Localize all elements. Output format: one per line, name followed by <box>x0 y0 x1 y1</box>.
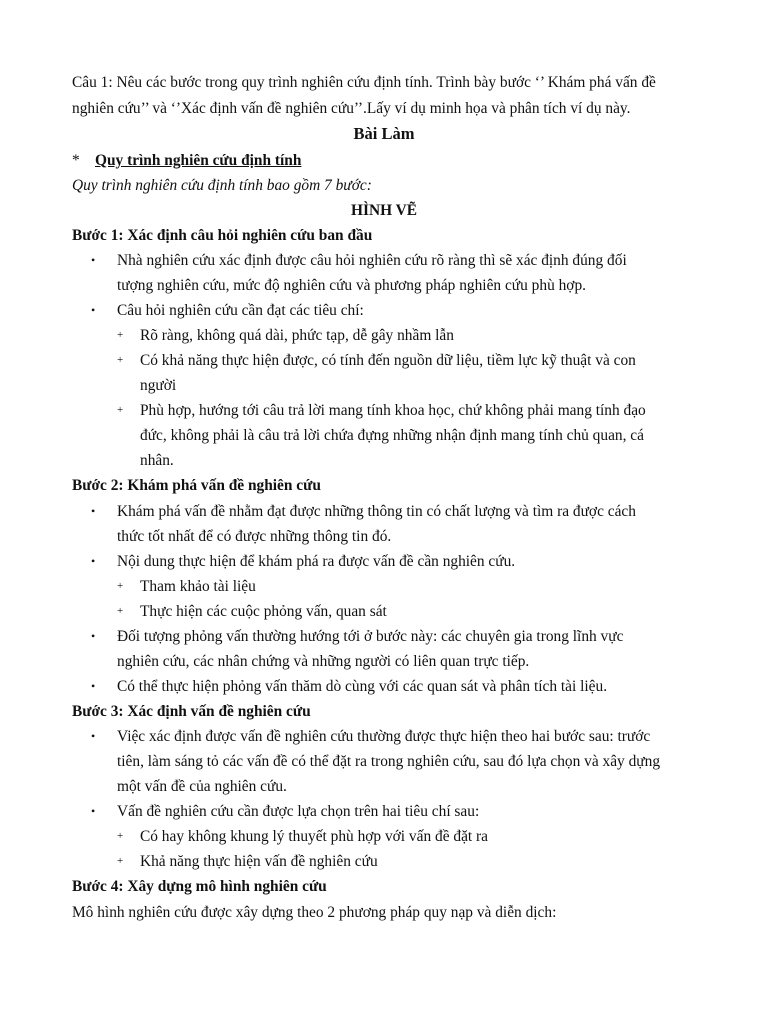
sub-marker: + <box>117 354 124 366</box>
step-3-sub-1: Có hay không khung lý thuyết phù hợp với vấn đề đặt ra <box>140 828 488 845</box>
bullet-marker: • <box>91 303 96 317</box>
bullet-marker: • <box>91 629 96 643</box>
step-4-heading: Bước 4: Xây dựng mô hình nghiên cứu <box>72 878 327 895</box>
step-1-bullet-1-line-2: tượng nghiên cứu, mức độ nghiên cứu và phương pháp nghiên cứu phù hợp. <box>117 277 586 294</box>
question-line-1: Câu 1: Nêu các bước trong quy trình nghiên cứu định tính. Trình bày bước ‘’ Khám phá vấn đề <box>72 74 656 91</box>
sub-marker: + <box>117 580 124 592</box>
step-2-bullet-1-line-2: thức tốt nhất để có được những thông tin đó. <box>117 528 392 545</box>
step-3-bullet-2: Vấn đề nghiên cứu cần được lựa chọn trên hai tiêu chí sau: <box>117 803 480 820</box>
bullet-marker: • <box>91 554 96 568</box>
step-3-sub-2: Khả năng thực hiện vấn đề nghiên cứu <box>140 853 378 870</box>
step-2-heading: Bước 2: Khám phá vấn đề nghiên cứu <box>72 477 321 494</box>
step-1-sub-3-line-3: nhân. <box>140 452 174 469</box>
step-4-text: Mô hình nghiên cứu được xây dựng theo 2 phương pháp quy nạp và diễn dịch: <box>72 904 557 921</box>
section-intro: Quy trình nghiên cứu định tính bao gồm 7 bước: <box>72 177 372 194</box>
step-2-bullet-3-line-1: Đối tượng phỏng vấn thường hướng tới ở bước này: các chuyên gia trong lĩnh vực <box>117 628 624 645</box>
step-2-bullet-1-line-1: Khám phá vấn đề nhằm đạt được những thông tin có chất lượng và tìm ra được cách <box>117 503 636 520</box>
bullet-marker: • <box>91 804 96 818</box>
step-2-bullet-3-line-2: nghiên cứu, các nhân chứng và những người có liên quan trực tiếp. <box>117 653 530 670</box>
step-2-sub-1: Tham khảo tài liệu <box>140 578 256 595</box>
step-1-heading: Bước 1: Xác định câu hỏi nghiên cứu ban đầu <box>72 227 373 244</box>
step-2-bullet-4: Có thể thực hiện phỏng vấn thăm dò cùng với các quan sát và phân tích tài liệu. <box>117 678 608 695</box>
step-3-bullet-1-line-3: một vấn đề của nghiên cứu. <box>117 778 287 795</box>
bullet-marker: • <box>91 729 96 743</box>
step-1-bullet-1-line-1: Nhà nghiên cứu xác định được câu hỏi nghiên cứu rõ ràng thì sẽ xác định đúng đối <box>117 252 627 269</box>
step-1-sub-3-line-2: đức, không phải là câu trả lời chứa đựng những nhận định mang tính chủ quan, cá <box>140 427 644 444</box>
step-1-sub-1: Rõ ràng, không quá dài, phức tạp, dễ gây nhầm lẫn <box>140 327 454 344</box>
step-2-bullet-2: Nội dung thực hiện để khám phá ra được vấn đề cần nghiên cứu. <box>117 553 516 570</box>
section-marker: * <box>72 152 80 169</box>
section-heading: Quy trình nghiên cứu định tính <box>95 152 302 169</box>
sub-marker: + <box>117 329 124 341</box>
bullet-marker: • <box>91 679 96 693</box>
sub-marker: + <box>117 855 124 867</box>
sub-marker: + <box>117 830 124 842</box>
sub-marker: + <box>117 404 124 416</box>
figure-label: HÌNH VẼ <box>351 202 417 219</box>
sub-marker: + <box>117 605 124 617</box>
step-1-sub-3-line-1: Phù hợp, hướng tới câu trả lời mang tính khoa học, chứ không phải mang tính đạo <box>140 402 646 419</box>
question-line-2: nghiên cứu’’ và ‘’Xác định vấn đề nghiên cứu’’.Lấy ví dụ minh họa và phân tích ví dụ này. <box>72 100 631 117</box>
step-3-heading: Bước 3: Xác định vấn đề nghiên cứu <box>72 703 311 720</box>
step-3-bullet-1-line-2: tiên, làm sáng tỏ các vấn đề có thể đặt ra trong nghiên cứu, sau đó lựa chọn và xây dựng <box>117 753 661 770</box>
step-1-bullet-2: Câu hỏi nghiên cứu cần đạt các tiêu chí: <box>117 302 364 319</box>
step-1-sub-2-line-1: Có khả năng thực hiện được, có tính đến nguồn dữ liệu, tiềm lực kỹ thuật và con <box>140 352 636 369</box>
step-1-sub-2-line-2: người <box>140 377 177 394</box>
bullet-marker: • <box>91 504 96 518</box>
step-3-bullet-1-line-1: Việc xác định được vấn đề nghiên cứu thường được thực hiện theo hai bước sau: trước <box>117 728 651 745</box>
bullet-marker: • <box>91 253 96 267</box>
answer-title: Bài Làm <box>353 124 415 143</box>
step-2-sub-2: Thực hiện các cuộc phỏng vấn, quan sát <box>140 603 387 620</box>
